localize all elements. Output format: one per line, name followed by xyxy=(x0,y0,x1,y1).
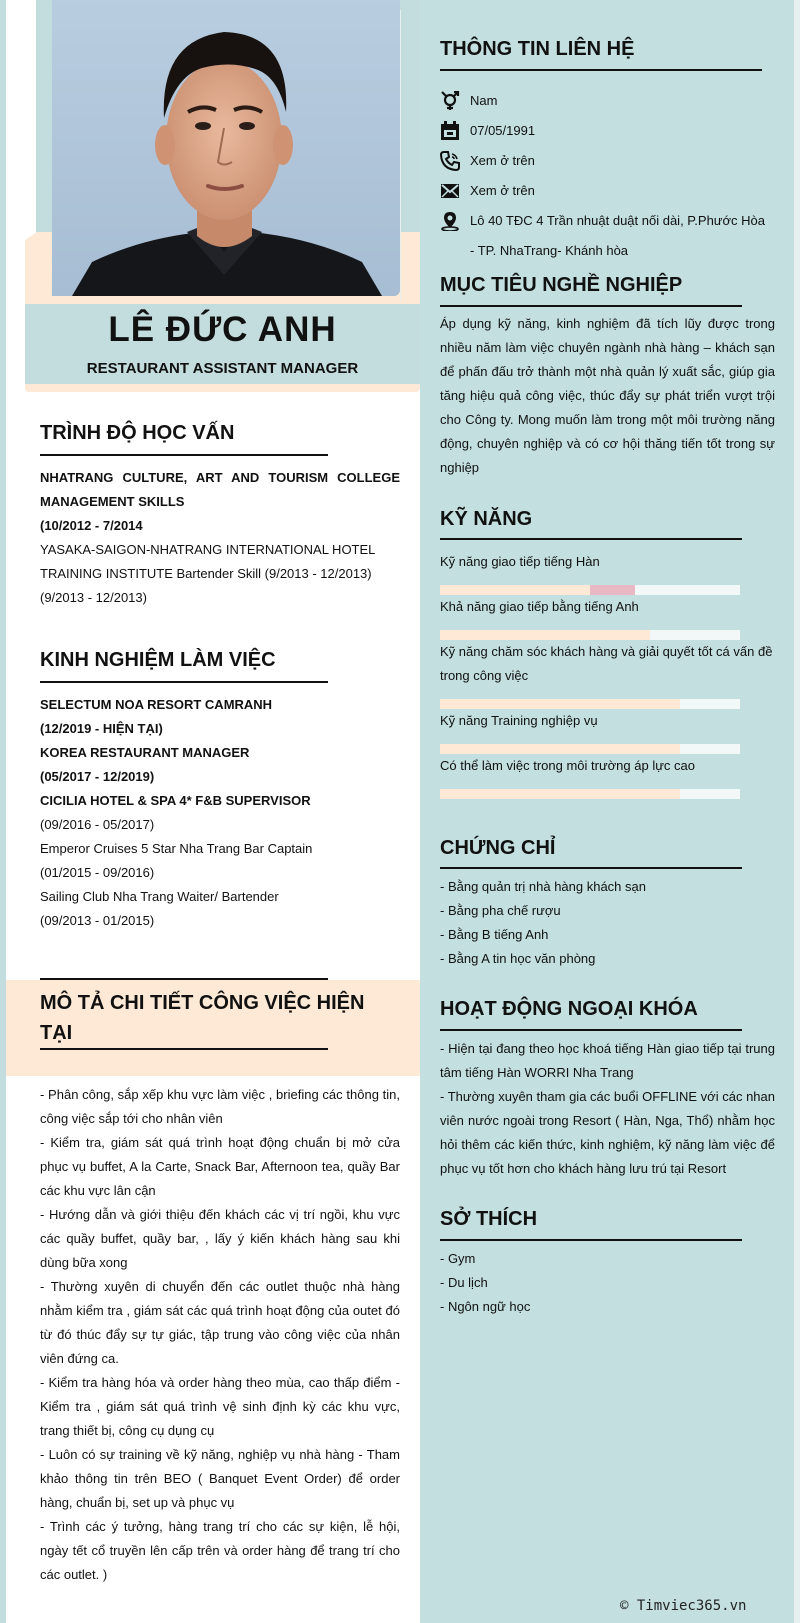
job-description-paragraph: - Hướng dẫn và giới thiệu đến khách các vị trí ngồi, khu vực các quầy buffet, quầy bar, , lấy ý kiến khách hàng sau khi dùng bữa xong xyxy=(40,1207,400,1270)
candidate-name: LÊ ĐỨC ANH xyxy=(108,310,337,349)
job-description-paragraph: - Kiểm tra, giám sát quá trình hoạt động chuẩn bị mở cửa phục vụ buffet, A la Carte, Snack Bar, Afternoon tea, quầy Bar các khu vực lân cận xyxy=(40,1135,400,1198)
contact-email: Xem ở trên xyxy=(470,183,535,198)
candidate-title: RESTAURANT ASSISTANT MANAGER xyxy=(86,360,359,377)
experience-item: (12/2019 - HIỆN TẠI) xyxy=(40,721,163,736)
contact-divider xyxy=(440,69,762,71)
experience-content xyxy=(40,693,400,933)
hobbies-list xyxy=(440,1247,775,1319)
skill-bar-fill xyxy=(440,744,680,754)
skill-label: Kỹ năng chăm sóc khách hàng và giải quyết tốt cá vấn đề trong công việc xyxy=(440,644,773,683)
email-icon xyxy=(440,181,460,201)
contact-birthday: 07/05/1991 xyxy=(470,123,536,138)
experience-item: Emperor Cruises 5 Star Nha Trang Bar Captain xyxy=(40,841,313,856)
job-description-paragraph: - Trình các ý tưởng, hàng trang trí cho các sự kiện, lễ hội, ngày tết cổ truyền lên cấp trên và order hàng để trang trí cho các outlet. ) xyxy=(40,1519,400,1582)
certificates-divider xyxy=(440,867,742,869)
experience-item: (01/2015 - 09/2016) xyxy=(40,865,155,880)
education-school-2-period: (9/2013 - 12/2013) xyxy=(40,590,147,605)
contact-phone: Xem ở trên xyxy=(470,153,535,168)
job-description-paragraph: - Thường xuyên di chuyển đến các outlet thuộc nhà hàng nhằm kiểm tra , giám sát các quá trình hoạt động của outet đó từ đó thúc đẩy sự tự giác, tập trung vào công việc của nhân viên đứng ca. xyxy=(40,1279,400,1366)
job-description-paragraph: - Kiểm tra hàng hóa và order hàng theo mùa, cao thấp điểm - Kiểm tra , giám sát quá trình vệ sinh định kỳ các khu vực, trang thiết bị, công cụ dụng cụ xyxy=(40,1375,400,1438)
hobby-item: - Du lịch xyxy=(440,1275,488,1290)
skill-bar xyxy=(440,744,740,754)
certificate-item: - Bằng B tiếng Anh xyxy=(440,927,549,942)
activity-item: - Hiện tại đang theo học khoá tiếng Hàn giao tiếp tại trung tâm tiếng Hàn WORRI Nha Trang xyxy=(440,1041,775,1080)
experience-item: CICILIA HOTEL & SPA 4* F&B SUPERVISOR xyxy=(40,793,311,808)
activities-divider xyxy=(440,1029,742,1031)
hobbies-divider xyxy=(440,1239,742,1241)
calendar-icon xyxy=(440,121,460,141)
skills-divider xyxy=(440,538,742,540)
left-edge-strip xyxy=(0,0,6,1623)
job-description-paragraph: - Phân công, sắp xếp khu vực làm việc , briefing các thông tin, công việc sắp tới cho nhân viên xyxy=(40,1087,400,1126)
skill-label: Kỹ năng Training nghiệp vụ xyxy=(440,713,598,728)
gender-icon xyxy=(440,91,460,111)
watermark: © Timviec365.vn xyxy=(620,1598,747,1614)
objective-text: Áp dụng kỹ năng, kinh nghiệm đã tích lũy được trong nhiều năm làm việc chuyên ngành nhà hàng – khách sạn để phấn đấu trở thành một nhà quản lý xuất sắc, giúp gia tăng hiệu quả công việc, thúc đẩy sự phát triển vượt trội cho Công ty. Mong muốn làm trong một môi trường năng động, chuyên nghiệp và có cơ hội thăng tiến tốt trong sự nghiệp xyxy=(440,316,775,475)
hobbies-heading: SỞ THÍCH xyxy=(440,1208,538,1230)
experience-item: Sailing Club Nha Trang Waiter/ Bartender xyxy=(40,889,279,904)
skill-bar xyxy=(440,585,740,595)
experience-item: SELECTUM NOA RESORT CAMRANH xyxy=(40,697,273,712)
experience-divider xyxy=(40,681,328,683)
certificate-item: - Bằng A tin học văn phòng xyxy=(440,951,596,966)
skill-bar-fill xyxy=(440,630,650,640)
education-divider xyxy=(40,454,328,456)
contact-gender: Nam xyxy=(470,93,498,108)
job-description-paragraph: - Luôn có sự training về kỹ năng, nghiệp vụ nhà hàng - Tham khảo thông tin trên BEO ( Banquet Event Order) để order hàng, chuẩn bị, set up và phục vụ xyxy=(40,1447,400,1510)
experience-heading: KINH NGHIỆM LÀM VIỆC xyxy=(40,649,276,671)
certificate-item: - Bằng quản trị nhà hàng khách sạn xyxy=(440,879,646,894)
certificates-list xyxy=(440,875,775,971)
phone-icon xyxy=(440,151,460,171)
education-school-1: NHATRANG CULTURE, ART AND TOURISM COLLEGE MANAGEMENT SKILLS xyxy=(40,470,400,509)
skill-label: Kỹ năng giao tiếp tiếng Hàn xyxy=(440,554,600,569)
skill-bar xyxy=(440,630,740,640)
profile-photo-illustration xyxy=(52,0,400,296)
experience-item: (09/2016 - 05/2017) xyxy=(40,817,155,832)
skill-bar-fill xyxy=(440,699,680,709)
skill-bar-fill xyxy=(440,789,680,799)
education-content xyxy=(40,466,400,610)
skill-bar xyxy=(440,789,740,799)
skill-bar xyxy=(440,699,740,709)
skill-label: Khả năng giao tiếp bằng tiếng Anh xyxy=(440,599,639,614)
job-description-heading-line-1: MÔ TẢ CHI TIẾT CÔNG VIỆC HIỆN xyxy=(40,992,365,1014)
activities-content xyxy=(440,1037,775,1181)
objective-heading: MỤC TIÊU NGHỀ NGHIỆP xyxy=(440,274,683,296)
profile-photo xyxy=(52,0,400,296)
skill-bar-accent xyxy=(590,585,635,595)
contact-address-line-1: Lô 40 TĐC 4 Trần nhuật duật nối dài, P.Phước Hòa xyxy=(470,213,765,228)
hobby-item: - Gym xyxy=(440,1251,476,1266)
right-edge-strip xyxy=(794,0,800,1623)
education-school-2: YASAKA-SAIGON-NHATRANG INTERNATIONAL HOTEL TRAINING INSTITUTE Bartender Skill (9/2013 - 12/2013) xyxy=(40,542,375,581)
job-description-top-divider xyxy=(40,978,328,980)
skill-label: Có thể làm việc trong môi trường áp lực cao xyxy=(440,758,695,773)
job-description-heading xyxy=(40,988,364,1048)
experience-item: KOREA RESTAURANT MANAGER xyxy=(40,745,250,760)
experience-item: (09/2013 - 01/2015) xyxy=(40,913,155,928)
activities-heading: HOẠT ĐỘNG NGOẠI KHÓA xyxy=(440,998,698,1020)
objective-divider xyxy=(440,305,742,307)
experience-item: (05/2017 - 12/2019) xyxy=(40,769,155,784)
certificate-item: - Bằng pha chế rượu xyxy=(440,903,561,918)
activity-item: - Thường xuyên tham gia các buổi OFFLINE với các nhan viên nước ngoài trong Resort ( Hàn, Nga, Thổ) nhằm học hỏi thêm các kiến thức, kinh nghiệm, kỹ năng làm việc để phục vụ tốt hơn cho khách hàng lưu trú tại Resort xyxy=(440,1089,775,1176)
contact-address-line-2: - TP. NhaTrang- Khánh hòa xyxy=(470,243,629,258)
certificates-heading: CHỨNG CHỈ xyxy=(440,837,556,859)
job-description-content xyxy=(40,1083,400,1587)
education-school-1-period: (10/2012 - 7/2014 xyxy=(40,518,143,533)
hobby-item: - Ngôn ngữ học xyxy=(440,1299,531,1314)
contact-heading: THÔNG TIN LIÊN HỆ xyxy=(440,38,635,60)
skills-heading: KỸ NĂNG xyxy=(440,508,533,530)
job-description-divider xyxy=(40,1048,328,1050)
job-description-heading-line-2: TẠI xyxy=(40,1022,73,1044)
name-band-cream xyxy=(25,384,420,392)
photo-frame-line xyxy=(400,10,420,300)
education-heading: TRÌNH ĐỘ HỌC VẤN xyxy=(40,422,235,444)
location-icon xyxy=(440,211,460,231)
